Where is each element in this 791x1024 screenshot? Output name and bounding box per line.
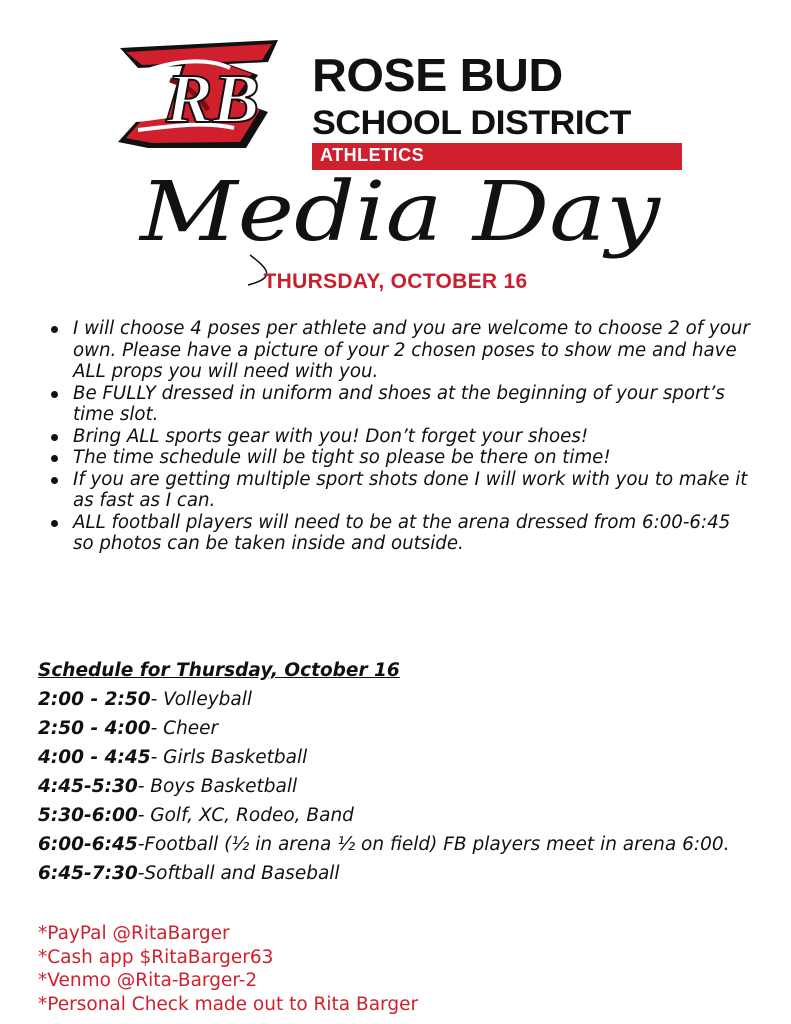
schedule-row xyxy=(38,859,778,888)
instruction-text: Be FULLY dressed in uniform and shoes at the beginning of your sport’s time slot. xyxy=(73,382,725,425)
schedule-time: 5:30-6:00 xyxy=(38,805,138,826)
instruction-item xyxy=(40,512,752,555)
athletics-label: ATHLETICS xyxy=(320,145,425,165)
schedule-activity: -Softball and Baseball xyxy=(137,863,340,884)
payment-venmo: *Venmo @Rita-Barger-2 xyxy=(38,970,258,991)
media-day-title-text: Media Day xyxy=(137,165,662,260)
instruction-text: The time schedule will be tight so please be there on time! xyxy=(73,447,611,468)
schedule-activity: - Volleyball xyxy=(150,689,253,710)
schedule-activity: - Golf, XC, Rodeo, Band xyxy=(137,805,354,826)
payment-check: *Personal Check made out to Rita Barger xyxy=(38,993,419,1015)
instruction-text: Bring ALL sports gear with you! Don’t forget your shoes! xyxy=(73,425,589,447)
schedule-row xyxy=(38,801,778,830)
schedule-activity: -Football (½ in arena ½ on field) FB players meet in arena 6:00. xyxy=(137,834,730,855)
schedule-time: 2:50 - 4:00 xyxy=(38,718,151,739)
schedule-row xyxy=(38,685,778,714)
schedule-activity: - Boys Basketball xyxy=(137,776,298,797)
payment-options xyxy=(38,922,418,1016)
instruction-item xyxy=(40,426,752,448)
instruction-text: If you are getting multiple sport shots done I will work with you to make it as fast as I can. xyxy=(73,468,748,511)
schedule-time: 4:00 - 4:45 xyxy=(38,747,151,768)
bullet-icon xyxy=(51,455,58,462)
schedule-time: 6:00-6:45 xyxy=(38,834,138,855)
schedule-time: 4:45-5:30 xyxy=(38,776,138,797)
district-name xyxy=(312,49,631,142)
payment-paypal: *PayPal @RitaBarger xyxy=(38,923,230,944)
bullet-icon xyxy=(51,434,58,441)
instructions-list xyxy=(40,318,752,555)
instruction-text: ALL football players will need to be at the arena dressed from 6:00-6:45 so photos can be taken inside and outside. xyxy=(73,511,731,554)
instruction-item xyxy=(40,447,752,469)
schedule-heading: Schedule for Thursday, October 16 xyxy=(38,660,400,681)
instruction-item xyxy=(40,383,752,426)
rb-logo xyxy=(108,30,288,155)
district-name-line1: ROSE BUD xyxy=(312,49,563,101)
instruction-item xyxy=(40,469,752,512)
schedule-row xyxy=(38,714,778,743)
schedule-section xyxy=(38,657,778,888)
schedule-row xyxy=(38,772,778,801)
schedule-row xyxy=(38,830,778,859)
schedule-time: 2:00 - 2:50 xyxy=(38,689,151,710)
instruction-text: I will choose 4 poses per athlete and you are welcome to choose 2 of your own. Please have a picture of your 2 chosen poses to show me and have ALL props you will need with you. xyxy=(73,318,750,382)
district-name-line2: SCHOOL DISTRICT xyxy=(312,104,631,142)
schedule-activity: - Cheer xyxy=(150,718,219,739)
payment-cashapp: *Cash app $RitaBarger63 xyxy=(38,946,274,968)
bullet-icon xyxy=(51,326,58,333)
event-date: THURSDAY, OCTOBER 16 xyxy=(263,270,528,293)
schedule-time: 6:45-7:30 xyxy=(38,863,138,884)
bullet-icon xyxy=(51,520,58,527)
bullet-icon xyxy=(51,391,58,398)
schedule-activity: - Girls Basketball xyxy=(150,747,308,768)
instruction-item xyxy=(40,318,752,383)
schedule-row xyxy=(38,743,778,772)
bullet-icon xyxy=(51,477,58,484)
rb-logo-monogram: RB xyxy=(166,61,260,138)
